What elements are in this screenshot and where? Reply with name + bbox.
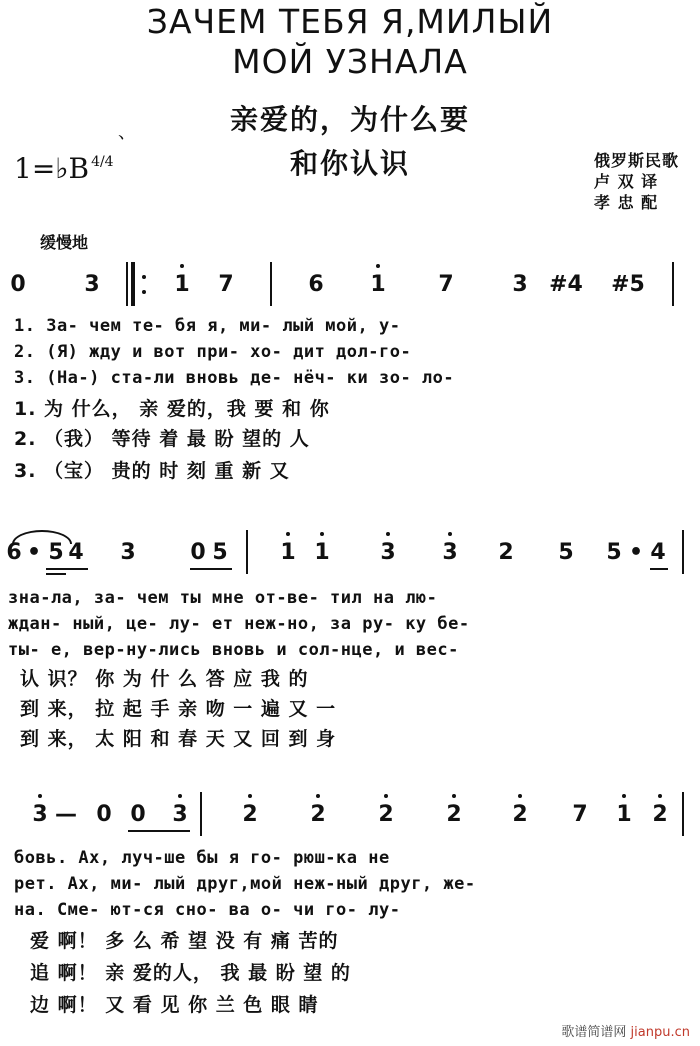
dash: — [55, 802, 77, 827]
title-russian-line-1: ЗАЧЕМ ТЕБЯ Я,МИЛЫЙ [146, 2, 554, 41]
notation-line-3 [0, 802, 700, 832]
note: 3 [172, 802, 188, 827]
note: 1 [314, 540, 330, 565]
note: 2 [378, 802, 394, 827]
note: 5 [606, 540, 622, 565]
barline [246, 530, 248, 574]
repeat-barline [131, 262, 135, 306]
note: 0 [96, 802, 112, 827]
note: 3 [32, 802, 48, 827]
barline [682, 530, 684, 574]
note: 5 [48, 540, 64, 565]
key-signature [14, 152, 114, 185]
note: 3 [442, 540, 458, 565]
barline [672, 262, 674, 306]
barline [270, 262, 272, 306]
beam [46, 568, 88, 570]
credits [594, 150, 679, 213]
stray-mark: 、 [118, 122, 136, 143]
tempo-marking: 缓慢地 [40, 233, 89, 252]
barline [126, 262, 128, 306]
time-signature: 4/4 [91, 154, 114, 170]
beam [190, 568, 232, 570]
watermark-url: jianpu.cn [630, 1025, 690, 1040]
repeat-dot [142, 290, 146, 294]
credit-origin: 俄罗斯民歌 [594, 151, 680, 170]
note: 1 [616, 802, 632, 827]
note: 3 [84, 272, 100, 297]
note: 2 [498, 540, 514, 565]
octave-dot [658, 794, 662, 798]
octave-dot [448, 532, 452, 536]
note: 3 [512, 272, 528, 297]
note: 7 [572, 802, 588, 827]
key-label: 1=♭B [14, 152, 90, 185]
octave-dot [384, 794, 388, 798]
note: 4 [650, 540, 666, 565]
title-chinese-line-2: 和你认识 [289, 147, 410, 180]
note: 0 [130, 802, 146, 827]
beam [650, 568, 668, 570]
octave-dot [386, 532, 390, 536]
octave-dot [286, 532, 290, 536]
note: #5 [611, 272, 645, 297]
note: 2 [652, 802, 668, 827]
octave-dot [38, 794, 42, 798]
dot-mark: • [628, 540, 644, 565]
watermark-site: 歌谱简谱网 [561, 1025, 627, 1040]
note: 1 [370, 272, 386, 297]
credit-arranger: 孝 忠 配 [594, 193, 659, 212]
beam [46, 573, 66, 575]
dot-mark: • [26, 540, 42, 565]
note: 0 [10, 272, 26, 297]
note: 3 [120, 540, 136, 565]
beam [128, 830, 190, 832]
octave-dot [178, 794, 182, 798]
octave-dot [316, 794, 320, 798]
note: 0 [190, 540, 206, 565]
title-chinese-line-1: 亲爱的，为什么要 [229, 103, 470, 136]
note: 2 [310, 802, 326, 827]
barline [200, 792, 202, 836]
repeat-dot [142, 275, 146, 279]
octave-dot [452, 794, 456, 798]
notation-line-1 [0, 272, 700, 302]
note: 7 [218, 272, 234, 297]
note: 1 [174, 272, 190, 297]
note: 3 [380, 540, 396, 565]
octave-dot [248, 794, 252, 798]
note: #4 [549, 272, 583, 297]
note: 5 [558, 540, 574, 565]
octave-dot [376, 264, 380, 268]
credit-translator: 卢 双 译 [594, 172, 659, 191]
note: 6 [6, 540, 22, 565]
watermark [561, 1021, 690, 1040]
note: 1 [280, 540, 296, 565]
octave-dot [320, 532, 324, 536]
note: 5 [212, 540, 228, 565]
octave-dot [180, 264, 184, 268]
octave-dot [622, 794, 626, 798]
octave-dot [518, 794, 522, 798]
note: 7 [438, 272, 454, 297]
note: 2 [512, 802, 528, 827]
title-russian-line-2: МОЙ УЗНАЛА [232, 42, 468, 81]
note: 2 [242, 802, 258, 827]
note: 6 [308, 272, 324, 297]
note: 4 [68, 540, 84, 565]
barline [682, 792, 684, 836]
notation-line-2 [0, 540, 700, 570]
note: 2 [446, 802, 462, 827]
